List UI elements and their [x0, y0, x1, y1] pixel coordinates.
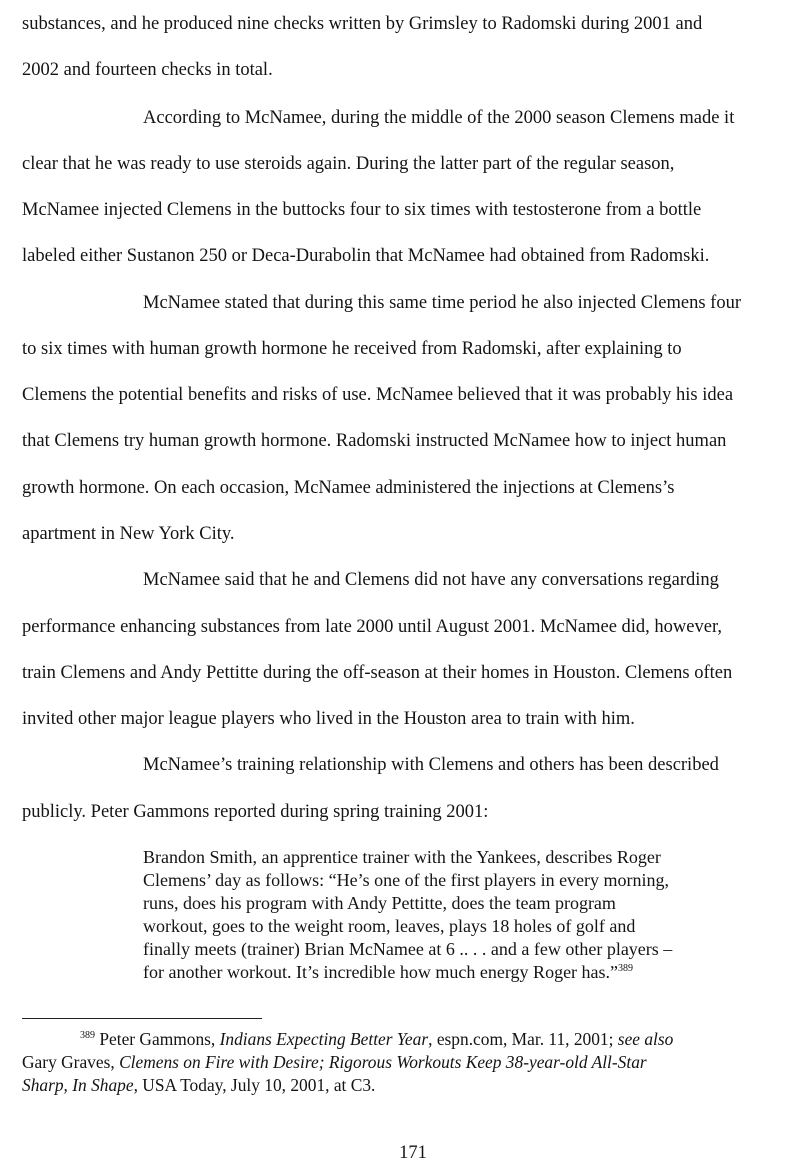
body-text-line: that Clemens try human growth hormone. Radomski instructed McNamee how to inject human	[22, 431, 727, 451]
quote-line: Clemens’ day as follows: “He’s one of the first players in every morning,	[143, 870, 670, 890]
footnote-line	[22, 1050, 647, 1074]
footnote-citation-title: Sharp, In Shape	[22, 1075, 134, 1095]
body-text-line: labeled either Sustanon 250 or Deca-Durabolin that McNamee had obtained from Radomski.	[22, 246, 710, 266]
quote-line: finally meets (trainer) Brian McNamee at 6 .. . . and a few other players –	[143, 939, 673, 959]
footnote-citation-title: Indians Expecting Better Year	[219, 1029, 429, 1049]
body-text-line: According to McNamee, during the middle of the 2000 season Clemens made it	[143, 108, 735, 128]
footnote-number: 389	[80, 1030, 95, 1042]
body-text-line: McNamee said that he and Clemens did not have any conversations regarding	[143, 570, 719, 590]
body-text-line: McNamee stated that during this same time period he also injected Clemens four	[143, 293, 741, 313]
body-text-line: publicly. Peter Gammons reported during spring training 2001:	[22, 802, 489, 822]
body-text-line: McNamee’s training relationship with Clemens and others has been described	[143, 755, 719, 775]
footnote-citation-title: Clemens on Fire with Desire; Rigorous Workouts Keep 38-year-old All-Star	[119, 1052, 647, 1072]
body-text-line: invited other major league players who lived in the Houston area to train with him.	[22, 709, 635, 729]
footnote-signal: see also	[617, 1029, 674, 1049]
body-text-line: clear that he was ready to use steroids again. During the latter part of the regular season,	[22, 154, 675, 174]
quote-line: Brandon Smith, an apprentice trainer with the Yankees, describes Roger	[143, 847, 661, 867]
footnote-line	[22, 1073, 375, 1097]
quote-line-last	[143, 961, 633, 984]
footnote-line	[80, 1027, 673, 1051]
body-text-line: to six times with human growth hormone he received from Radomski, after explaining to	[22, 339, 682, 359]
footnote-text: Peter Gammons,	[95, 1029, 220, 1049]
page-number: 171	[399, 1143, 427, 1163]
body-text-line: performance enhancing substances from late 2000 until August 2001. McNamee did, however,	[22, 617, 723, 637]
quote-line: workout, goes to the weight room, leaves, plays 18 holes of golf and	[143, 916, 636, 936]
body-text-line: train Clemens and Andy Pettitte during the off-season at their homes in Houston. Clemens often	[22, 663, 733, 683]
body-text-line: McNamee injected Clemens in the buttocks four to six times with testosterone from a bottle	[22, 200, 702, 220]
footnote-text: , espn.com, Mar. 11, 2001;	[428, 1029, 618, 1049]
quote-line: runs, does his program with Andy Pettitte, does the team program	[143, 893, 616, 913]
footnote-text: Gary Graves,	[22, 1052, 120, 1072]
body-text-line: 2002 and fourteen checks in total.	[22, 60, 273, 80]
footnote-separator	[22, 1018, 262, 1019]
body-text-line: growth hormone. On each occasion, McNamee administered the injections at Clemens’s	[22, 478, 675, 498]
footnote-text: , USA Today, July 10, 2001, at C3.	[133, 1075, 376, 1095]
body-text-line: Clemens the potential benefits and risks of use. McNamee believed that it was probably his idea	[22, 385, 734, 405]
body-text-line: substances, and he produced nine checks written by Grimsley to Radomski during 2001 and	[22, 14, 703, 34]
footnote-reference[interactable]: 389	[618, 963, 634, 974]
quote-text: for another workout. It’s incredible how much energy Roger has.”	[143, 962, 619, 982]
body-text-line: apartment in New York City.	[22, 524, 235, 544]
